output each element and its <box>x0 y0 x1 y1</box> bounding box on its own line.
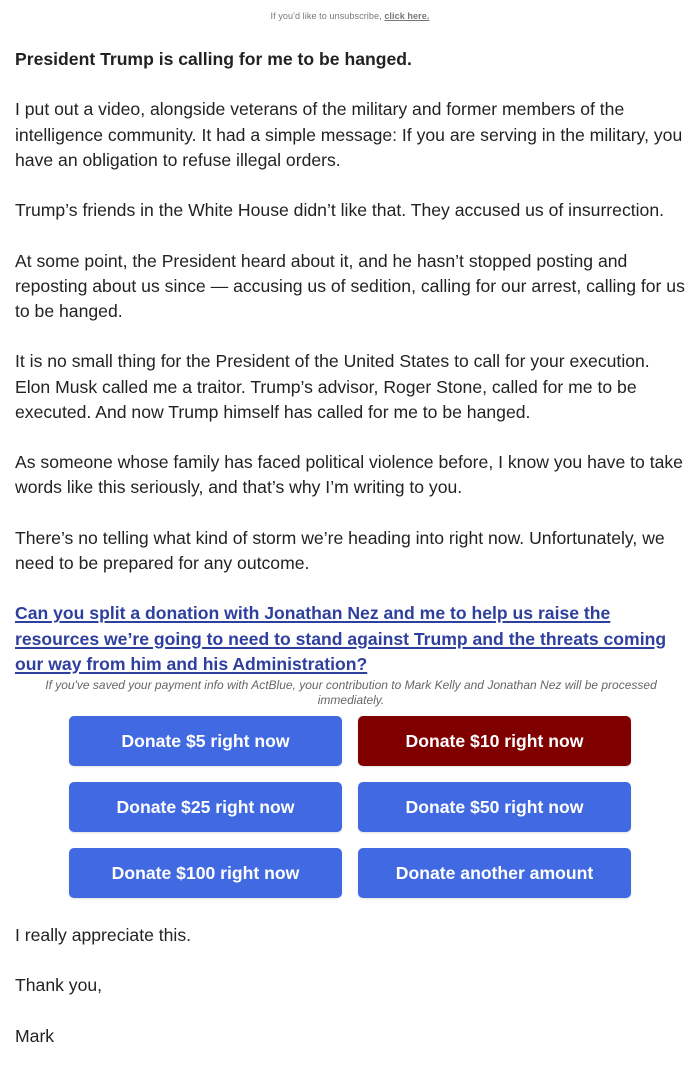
body-paragraph: As someone whose family has faced political violence before, I know you have to take words like this seriously, and that’s why I’m writing to you. <box>15 452 683 498</box>
donate-25-button[interactable]: Donate $25 right now <box>69 782 342 832</box>
body-paragraph: It is no small thing for the President of the United States to call for your execution. Elon Musk called me a traitor. Trump’s advisor, Roger Stone, called for me to be executed. And now Trump himself has called for me to be hanged. <box>15 351 650 422</box>
email-headline: President Trump is calling for me to be hanged. <box>15 49 412 69</box>
body-paragraph: There’s no telling what kind of storm we’re heading into right now. Unfortunately, we need to be prepared for any outcome. <box>15 527 665 573</box>
unsubscribe-text: If you'd like to unsubscribe, <box>270 11 385 21</box>
donate-100-button[interactable]: Donate $100 right now <box>69 848 342 898</box>
actblue-note: If you've saved your payment info with ActBlue, your contribution to Mark Kelly and Jonathan Nez will be processed immediately. <box>45 678 657 707</box>
donate-other-amount-button[interactable]: Donate another amount <box>358 848 631 898</box>
body-paragraph: At some point, the President heard about it, and he hasn’t stopped posting and reposting about us since — accusing us of sedition, calling for our arrest, calling for us to be hanged. <box>15 250 685 321</box>
closing-thanks: Thank you, <box>15 975 103 996</box>
closing-appreciation: I really appreciate this. <box>15 925 192 945</box>
unsubscribe-link[interactable]: click here. <box>384 11 430 21</box>
signature: Mark <box>15 1025 55 1046</box>
body-paragraph: Trump’s friends in the White House didn’t like that. They accused us of insurrection. <box>15 200 665 221</box>
unsubscribe-notice <box>0 11 700 21</box>
donate-10-button[interactable]: Donate $10 right now <box>358 716 631 766</box>
email-body <box>15 47 687 677</box>
donate-buttons-grid <box>69 716 631 898</box>
donate-50-button[interactable]: Donate $50 right now <box>358 782 631 832</box>
donate-5-button[interactable]: Donate $5 right now <box>69 716 342 766</box>
body-paragraph: I put out a video, alongside veterans of the military and former members of the intelligence community. It had a simple message: If you are serving in the military, you have an obligation to refuse illegal orders. <box>15 99 683 170</box>
donation-cta-link[interactable]: Can you split a donation with Jonathan Nez and me to help us raise the resources we’re going to need to stand against Trump and the threats coming our way from him and his Administration? <box>15 603 667 674</box>
email-closing <box>15 923 687 1074</box>
